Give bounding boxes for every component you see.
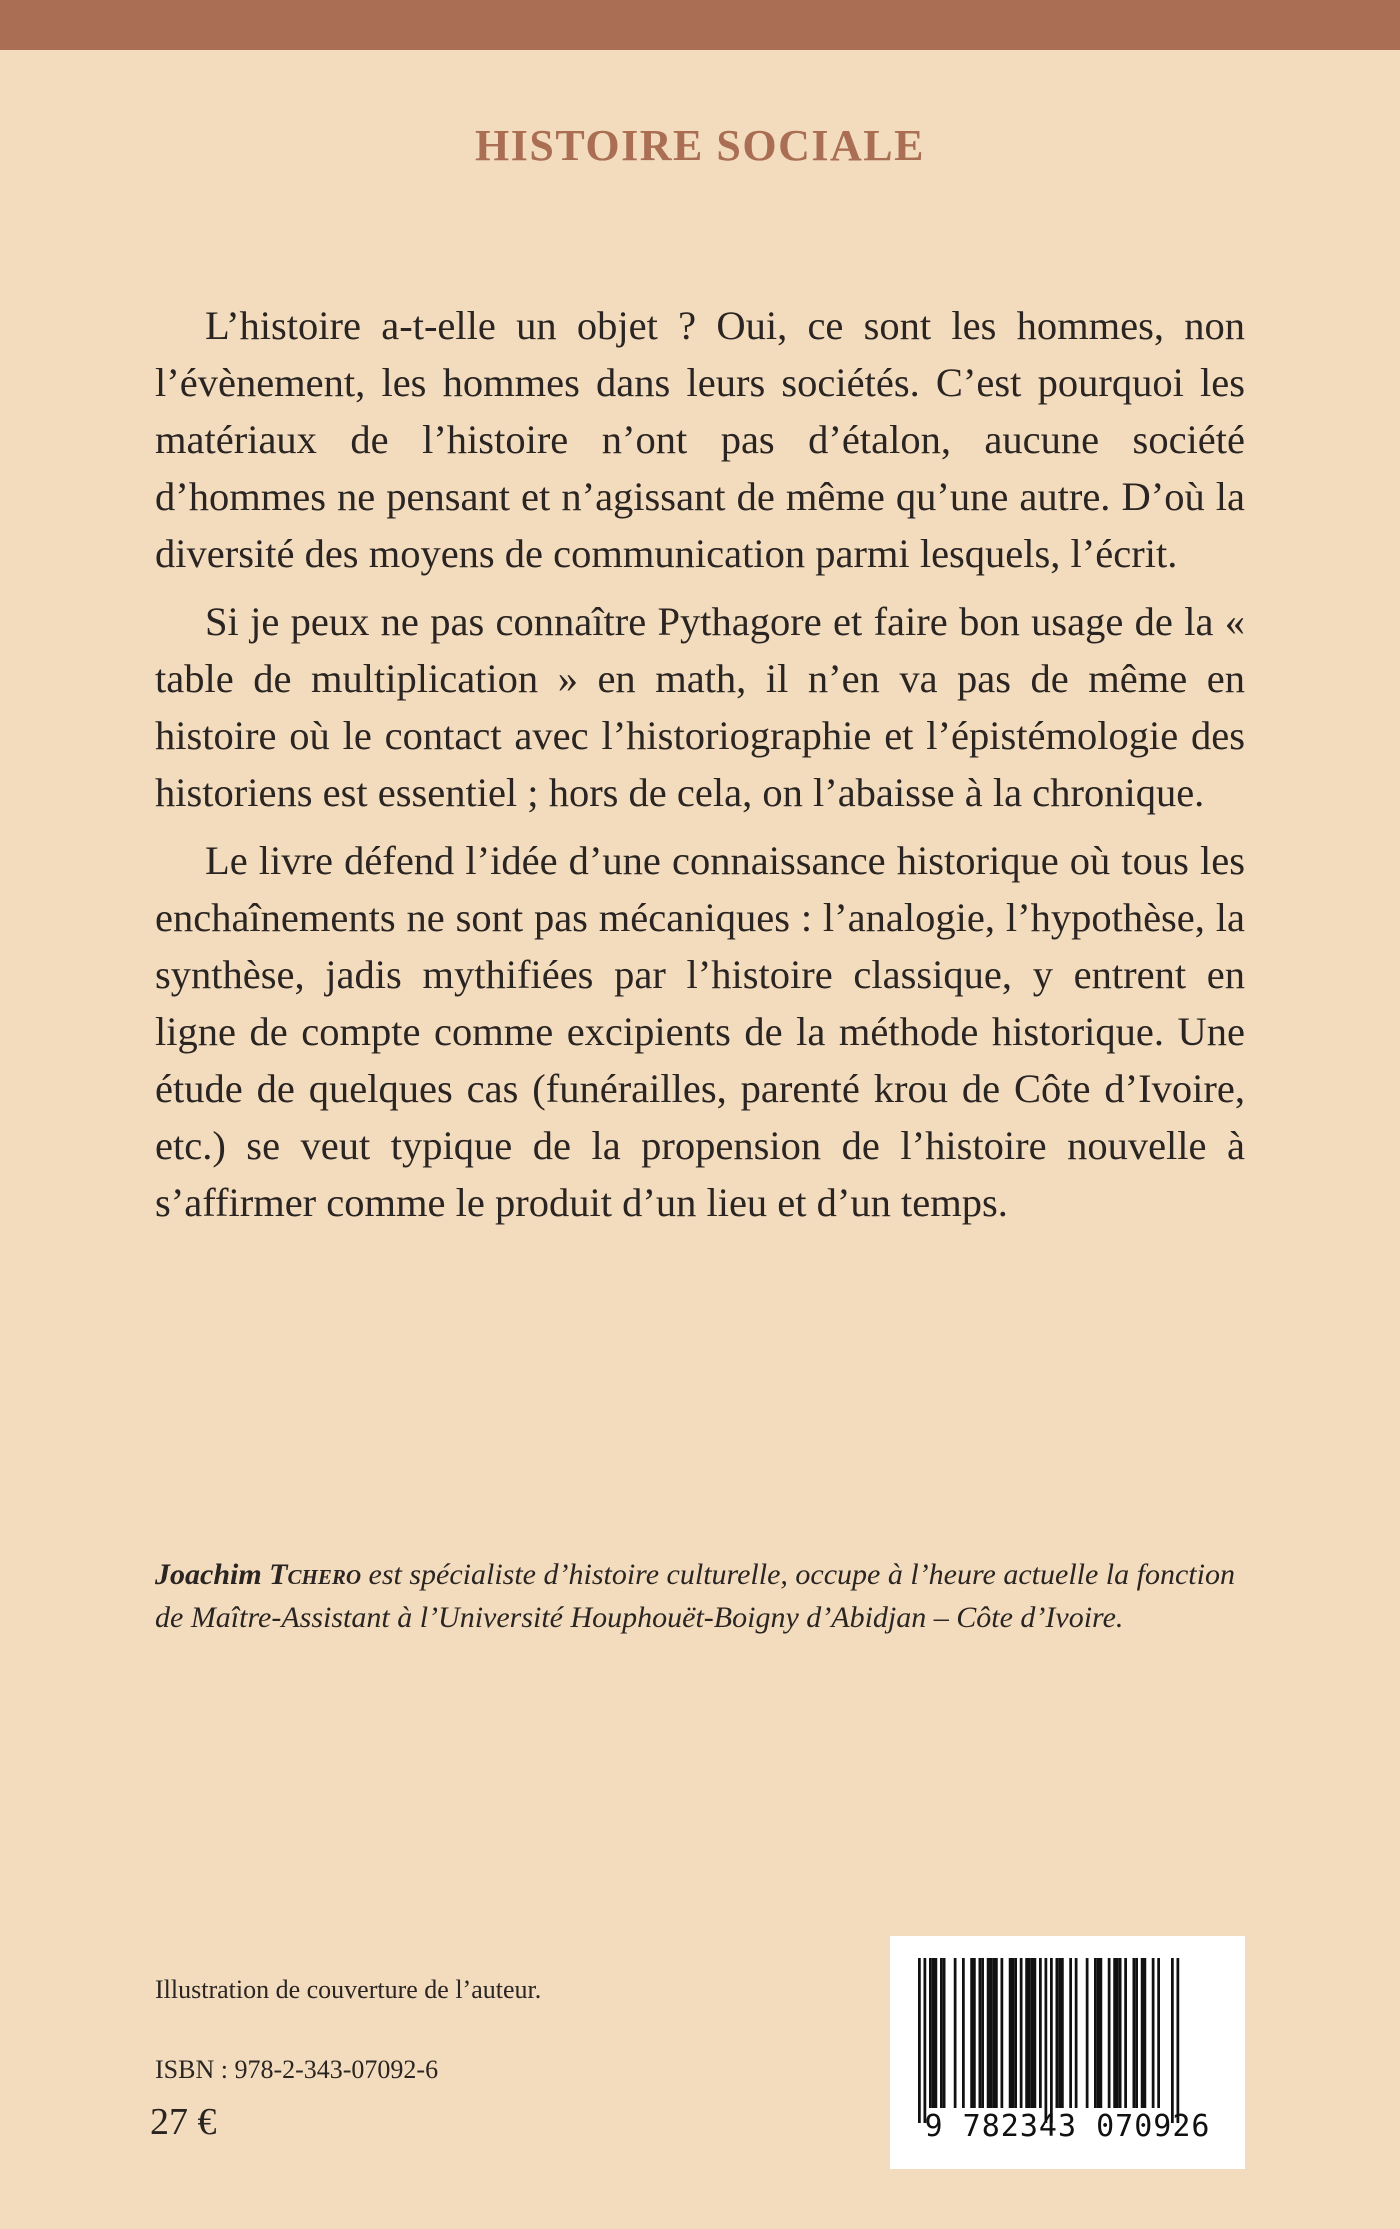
author-first-name: Joachim <box>155 1558 262 1591</box>
barcode-bar <box>1061 1958 1064 2108</box>
barcode-bar <box>981 1958 984 2108</box>
top-color-band <box>0 0 1400 50</box>
barcode-bar <box>943 1958 946 2108</box>
barcode-bar <box>1133 1958 1136 2108</box>
barcode-bar <box>929 1958 932 2108</box>
barcode-bar <box>932 1958 935 2108</box>
barcode-bar <box>1171 1958 1174 2123</box>
blurb-paragraph-2: Si je peux ne pas connaître Pythagore et faire bon usage de la « table de multiplication » en math, il n’en va pas de même en histoire où le contact avec l’historiographie et l’épistémologie des historiens est essentiel ; hors de cela, on l’abaisse à la chronique. <box>155 599 1245 815</box>
barcode-bar <box>918 1958 921 2123</box>
barcode-bar <box>1141 1958 1144 2108</box>
barcode-bar <box>1025 1958 1028 2108</box>
barcode-box <box>890 1936 1245 2169</box>
barcode-bar <box>1086 1958 1089 2108</box>
barcode-bar <box>990 1958 993 2108</box>
barcode-bar <box>1116 1958 1119 2108</box>
barcode-bar <box>1012 1958 1015 2108</box>
barcode-bar <box>1050 1958 1053 2123</box>
barcode-bar <box>924 1958 927 2123</box>
barcode-bar <box>1075 1958 1078 2108</box>
barcode-bar <box>1144 1958 1147 2108</box>
barcode-bar <box>954 1958 957 2108</box>
barcode-bar <box>1124 1958 1127 2108</box>
price-text: 27 € <box>150 2101 217 2143</box>
barcode-bar <box>1014 1958 1017 2108</box>
barcode-bar <box>979 1958 982 2108</box>
barcode-bar <box>940 1958 943 2108</box>
barcode-bar <box>962 1958 965 2108</box>
barcode-bar <box>1177 1958 1180 2123</box>
blurb-paragraph-1: L’histoire a-t-elle un objet ? Oui, ce sont les hommes, non l’évènement, les hommes dans leurs sociétés. C’est pourquoi les matériaux de l’histoire n’ont pas d’étalon, aucune société d’hommes ne pensant et n’agissant de même qu’une autre. D’où la diversité des moyens de communication parmi lesquels, l’écrit. <box>155 303 1245 576</box>
barcode-bar <box>1113 1958 1116 2108</box>
barcode-bar <box>1119 1958 1122 2108</box>
barcode-bar <box>992 1958 995 2108</box>
barcode-bar <box>1100 1958 1103 2108</box>
barcode-bar <box>1045 1958 1048 2123</box>
author-bio-text: est spécialiste d’histoire culturelle, occupe à l’heure actuelle la fonction de Maître-Assistant à l’Université Houphouët-Boigny d’Abidjan – Côte d’Ivoire. <box>155 1558 1235 1634</box>
isbn-text: ISBN : 978-2-343-07092-6 <box>155 2055 439 2084</box>
blurb-paragraph-3: Le livre défend l’idée d’une connaissance historique où tous les enchaînements ne sont pas mécaniques : l’analogie, l’hypothèse, la synthèse, jadis mythifiées par l’histoire classique, y entrent en ligne de compte comme excipients de la méthode historique. Une étude de quelques cas (funérailles, parenté krou de Côte d’Ivoire, etc.) se veut typique de la propension de l’histoire nouvelle à s’affirmer comme le produit d’un lieu et d’un temps. <box>155 838 1245 1225</box>
back-cover-blurb <box>155 297 1245 1242</box>
barcode-bar <box>1058 1958 1061 2108</box>
barcode-bar <box>1108 1958 1111 2108</box>
barcode-bar <box>1031 1958 1034 2108</box>
barcode-bar <box>1056 1958 1059 2108</box>
series-title: HISTOIRE SOCIALE <box>475 121 925 170</box>
barcode-digits: 9 782343 070926 <box>924 2109 1211 2144</box>
barcode-bar <box>1069 1958 1072 2108</box>
illustration-credit: Illustration de couverture de l’auteur. <box>155 1975 542 2004</box>
barcode-bar <box>1020 1958 1023 2108</box>
barcode-bar <box>1157 1958 1160 2108</box>
author-last-name: Tchero <box>269 1558 362 1591</box>
author-biography <box>155 1553 1245 1639</box>
barcode-bar <box>1028 1958 1031 2108</box>
barcode-bar <box>1097 1958 1100 2108</box>
barcode-bar <box>987 1958 990 2108</box>
barcode-bar <box>1152 1958 1155 2108</box>
barcode-bar <box>1094 1958 1097 2108</box>
barcode-bar <box>1001 1958 1004 2108</box>
barcode-bar <box>1039 1958 1042 2108</box>
barcode-bar <box>995 1958 998 2108</box>
barcode-bar <box>1135 1958 1138 2108</box>
barcode-bar <box>970 1958 973 2108</box>
barcode-bar <box>935 1958 938 2108</box>
barcode-bar <box>1034 1958 1037 2108</box>
barcode-bar <box>1009 1958 1012 2108</box>
barcode-bar <box>973 1958 976 2108</box>
